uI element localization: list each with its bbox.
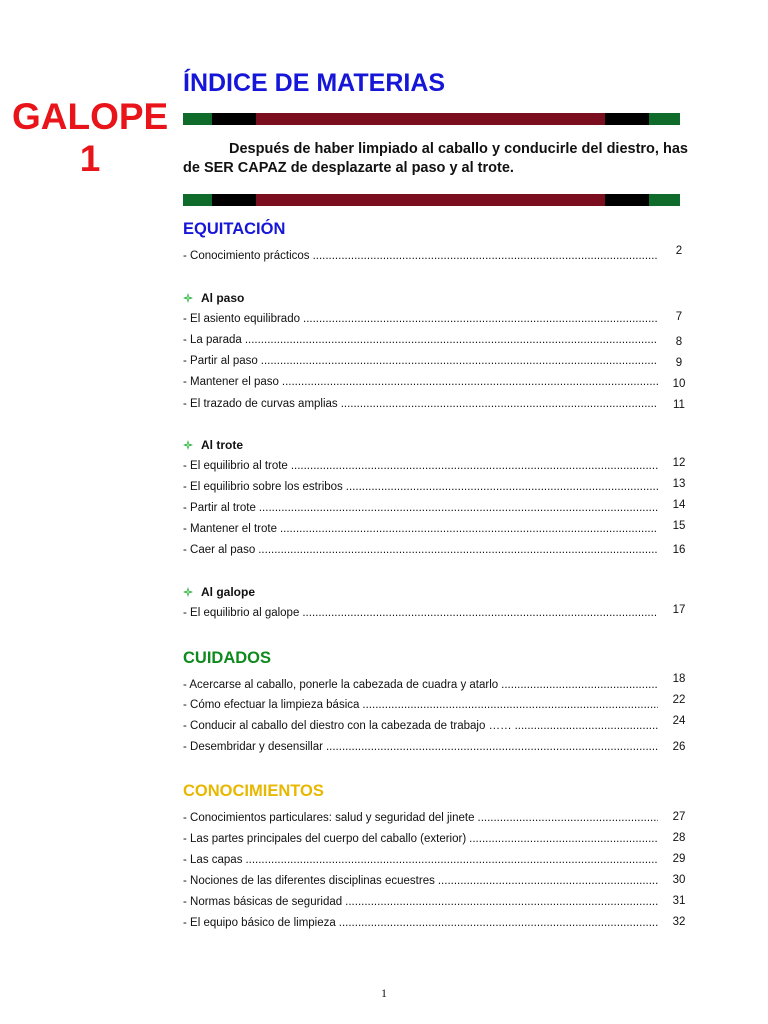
toc-page-number: 27	[672, 811, 686, 823]
toc-entry-label: - Caer al paso	[183, 544, 256, 556]
leader-dots	[291, 457, 658, 475]
toc-page-number: 13	[672, 478, 686, 490]
leader-dots	[478, 809, 659, 827]
toc-entry[interactable]	[183, 541, 658, 559]
leader-dots	[245, 851, 658, 869]
toc-entry-label: - El trazado de curvas amplias	[183, 398, 338, 410]
section-title-conocimientos: CONOCIMIENTOS	[183, 782, 324, 800]
toc-entry[interactable]	[183, 872, 658, 890]
toc-entry[interactable]	[183, 717, 658, 735]
subsection-al-paso	[183, 290, 244, 306]
leader-dots	[282, 373, 658, 391]
toc-page-number: 9	[675, 357, 683, 369]
toc-page-number: 7	[675, 311, 683, 323]
toc-entry[interactable]	[183, 478, 658, 496]
toc-entry[interactable]	[183, 310, 658, 328]
toc-page-number: 14	[672, 499, 686, 511]
leader-dots	[303, 310, 658, 328]
toc-entry[interactable]	[183, 247, 658, 265]
leader-dots	[326, 738, 658, 756]
toc-page-number: 31	[672, 895, 686, 907]
leader-dots	[501, 676, 658, 694]
toc-entry[interactable]	[183, 809, 658, 827]
leader-dots	[345, 893, 658, 911]
page-number-footer: 1	[381, 986, 387, 1000]
toc-page-number: 26	[672, 741, 686, 753]
toc-entry-label: - El asiento equilibrado	[183, 313, 300, 325]
toc-entry-label: - Normas básicas de seguridad	[183, 896, 343, 908]
decorative-band-bottom	[183, 194, 680, 206]
toc-entry-label: - La parada	[183, 334, 242, 346]
section-title-cuidados: CUIDADOS	[183, 649, 272, 667]
toc-entry[interactable]	[183, 696, 658, 714]
leader-dots	[515, 717, 658, 735]
toc-entry[interactable]	[183, 457, 658, 475]
toc-page-number: 12	[672, 457, 686, 469]
toc-entry-label: - Conocimiento prácticos	[183, 250, 310, 262]
toc-entry[interactable]	[183, 738, 658, 756]
leader-dots	[245, 331, 658, 349]
toc-entry[interactable]	[183, 893, 658, 911]
subsection-al-trote	[183, 437, 243, 453]
leader-dots	[362, 696, 658, 714]
toc-entry-label: - Mantener el trote	[183, 523, 277, 535]
leader-dots	[346, 478, 658, 496]
section-title-equitacion: EQUITACIÓN	[183, 220, 286, 238]
brand-heading	[12, 96, 168, 180]
toc-page-number: 2	[675, 245, 683, 257]
leader-dots	[313, 247, 658, 265]
toc-entry-label: - El equilibrio al galope	[183, 607, 300, 619]
green-star-icon	[183, 587, 193, 597]
subsection-label: Al trote	[201, 438, 243, 452]
brand-line-1: GALOPE	[12, 96, 169, 137]
toc-entry[interactable]	[183, 520, 658, 538]
leader-dots	[339, 914, 658, 932]
toc-entry[interactable]	[183, 352, 658, 370]
green-star-icon	[183, 440, 193, 450]
toc-page-number: 10	[672, 378, 686, 390]
toc-page-number: 32	[672, 916, 686, 928]
toc-entry[interactable]	[183, 395, 658, 413]
toc-entry[interactable]	[183, 914, 658, 932]
toc-entry[interactable]	[183, 830, 658, 848]
page-title: ÍNDICE DE MATERIAS	[183, 69, 446, 97]
toc-entry[interactable]	[183, 604, 658, 622]
toc-entry-label: - Acercarse al caballo, ponerle la cabezada de cuadra y atarlo	[183, 679, 499, 691]
toc-page-number: 8	[675, 336, 683, 348]
toc-page-number: 18	[672, 673, 686, 685]
toc-page-number: 16	[672, 544, 686, 556]
toc-entry-label: - Mantener el paso	[183, 376, 279, 388]
toc-entry-label: - El equilibrio sobre los estribos	[183, 481, 343, 493]
leader-dots	[261, 352, 658, 370]
toc-page-number: 17	[672, 604, 686, 616]
toc-page-number: 24	[672, 715, 686, 727]
toc-entry-label: - Las capas	[183, 854, 243, 866]
toc-entry[interactable]	[183, 676, 658, 694]
toc-entry[interactable]	[183, 851, 658, 869]
leader-dots	[258, 541, 658, 559]
green-star-icon	[183, 293, 193, 303]
toc-entry-label: - Nociones de las diferentes disciplinas ecuestres	[183, 875, 435, 887]
toc-entry-label: - Partir al trote	[183, 502, 256, 514]
leader-dots	[280, 520, 658, 538]
toc-entry-label: - Cómo efectuar la limpieza básica	[183, 699, 360, 711]
toc-page-number: 15	[672, 520, 686, 532]
toc-page-number: 22	[672, 694, 686, 706]
toc-entry[interactable]	[183, 331, 658, 349]
subsection-al-galope	[183, 584, 255, 600]
subsection-label: Al paso	[201, 291, 245, 305]
toc-entry[interactable]	[183, 373, 658, 391]
leader-dots	[341, 395, 658, 413]
toc-entry-label: - Partir al paso	[183, 355, 258, 367]
intro-paragraph: Después de haber limpiado al caballo y conducirle del diestro, has de SER CAPAZ de desplazarte al paso y al trote.	[183, 141, 688, 176]
leader-dots	[302, 604, 658, 622]
brand-line-2: 1	[79, 138, 101, 179]
toc-entry-label: - Las partes principales del cuerpo del caballo (exterior)	[183, 833, 467, 845]
toc-page-number: 30	[672, 874, 686, 886]
toc-entry[interactable]	[183, 499, 658, 517]
decorative-band-top	[183, 113, 680, 125]
leader-dots	[259, 499, 658, 517]
toc-entry-label: - El equipo básico de limpieza	[183, 917, 336, 929]
toc-page-number: 29	[672, 853, 686, 865]
toc-entry-label: - Conducir al caballo del diestro con la cabezada de trabajo ……	[183, 720, 512, 732]
leader-dots	[438, 872, 658, 890]
toc-entry-label: - Conocimientos particulares: salud y seguridad del jinete	[183, 812, 475, 824]
toc-entry-label: - Desembridar y desensillar	[183, 741, 323, 753]
leader-dots	[469, 830, 658, 848]
subsection-label: Al galope	[201, 585, 256, 599]
toc-page-number: 11	[673, 399, 685, 411]
toc-page-number: 28	[672, 832, 686, 844]
toc-entry-label: - El equilibrio al trote	[183, 460, 288, 472]
